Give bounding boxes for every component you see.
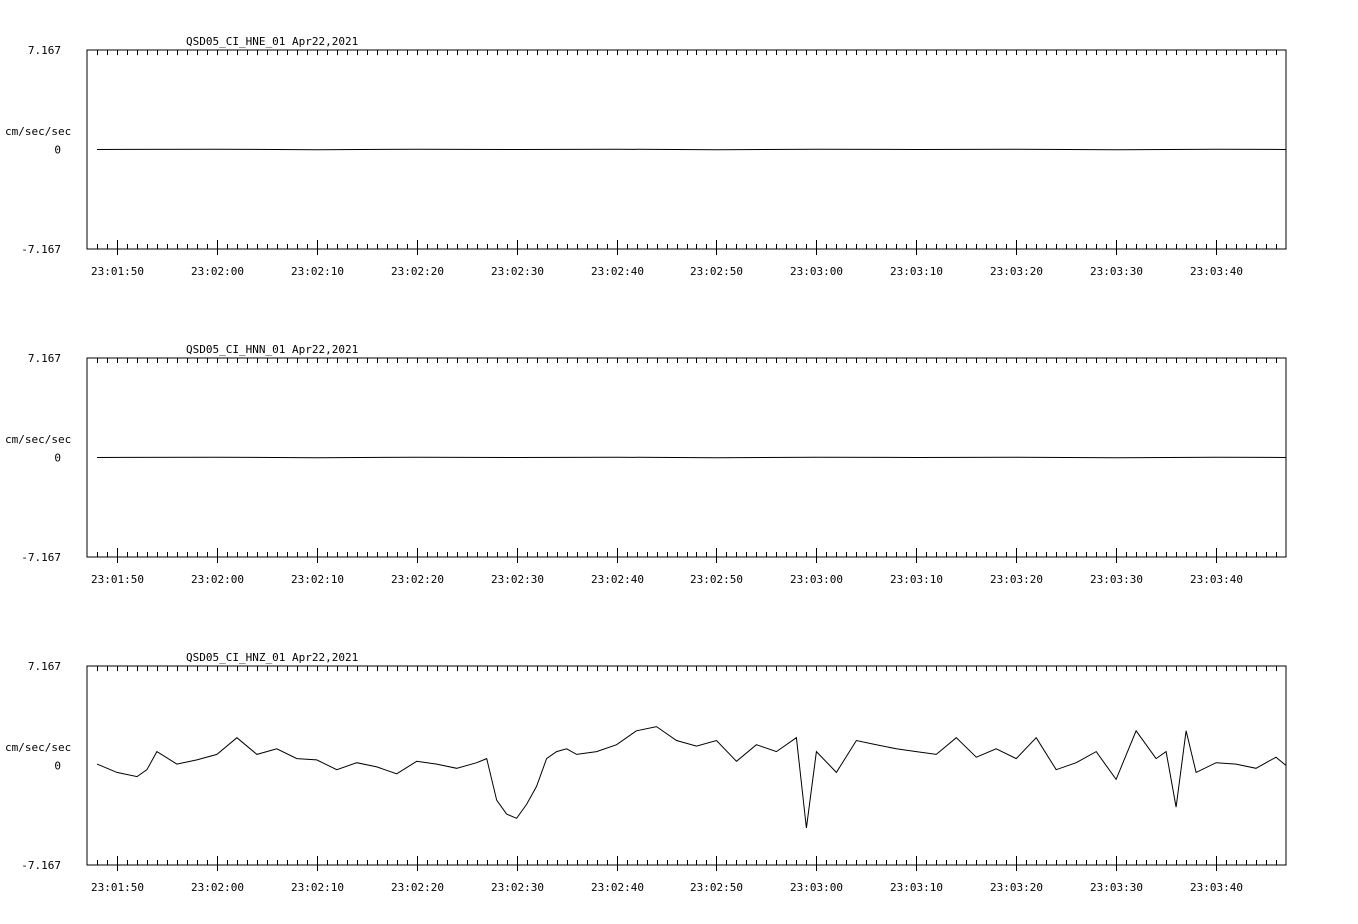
x-tick-label: 23:02:00 <box>191 573 244 586</box>
y-tick-label-min: -7.167 <box>21 243 61 256</box>
y-tick-label-zero: 0 <box>54 143 61 157</box>
y-tick-label-max: 7.167 <box>27 660 61 673</box>
chart-panel-1 <box>5 35 1286 278</box>
x-tick-label: 23:03:10 <box>890 265 943 278</box>
chart-panel-2 <box>5 343 1286 586</box>
chart-title: QSD05_CI_HNE_01 Apr22,2021 <box>186 35 359 48</box>
x-tick-label: 23:02:10 <box>291 881 344 894</box>
x-tick-label: 23:01:50 <box>91 265 144 278</box>
x-tick-label: 23:03:20 <box>990 881 1043 894</box>
waveform-trace <box>97 149 1286 150</box>
x-tick-label: 23:03:20 <box>990 573 1043 586</box>
y-tick-label-zero: 0 <box>54 759 61 773</box>
waveform-trace <box>97 727 1286 828</box>
x-tick-label: 23:02:00 <box>191 881 244 894</box>
x-tick-label: 23:03:10 <box>890 881 943 894</box>
x-tick-label: 23:02:20 <box>391 573 444 586</box>
x-tick-label: 23:03:40 <box>1190 265 1243 278</box>
y-axis-label: cm/sec/sec <box>5 433 72 446</box>
x-tick-label: 23:02:00 <box>191 265 244 278</box>
x-tick-label: 23:02:20 <box>391 265 444 278</box>
y-axis-label: cm/sec/sec <box>5 125 72 138</box>
chart-title: QSD05_CI_HNN_01 Apr22,2021 <box>186 343 359 356</box>
x-tick-label: 23:03:40 <box>1190 573 1243 586</box>
x-tick-label: 23:02:40 <box>591 881 644 894</box>
x-tick-label: 23:02:30 <box>491 881 544 894</box>
x-minor-ticks <box>98 666 1277 865</box>
y-tick-label-min: -7.167 <box>21 859 61 872</box>
x-tick-label: 23:01:50 <box>91 573 144 586</box>
x-tick-label: 23:02:30 <box>491 265 544 278</box>
x-tick-label: 23:03:40 <box>1190 881 1243 894</box>
x-tick-label: 23:03:00 <box>790 265 843 278</box>
x-tick-label: 23:02:50 <box>690 573 743 586</box>
y-tick-label-min: -7.167 <box>21 551 61 564</box>
chart-title: QSD05_CI_HNZ_01 Apr22,2021 <box>186 651 359 664</box>
x-tick-label: 23:02:40 <box>591 573 644 586</box>
x-tick-label: 23:02:20 <box>391 881 444 894</box>
chart-panel-3 <box>5 651 1286 894</box>
x-tick-label: 23:02:50 <box>690 881 743 894</box>
x-tick-label: 23:02:10 <box>291 265 344 278</box>
x-tick-label: 23:03:30 <box>1090 265 1143 278</box>
x-tick-label: 23:03:30 <box>1090 573 1143 586</box>
x-tick-label: 23:03:30 <box>1090 881 1143 894</box>
y-axis-label: cm/sec/sec <box>5 741 72 754</box>
waveform-trace <box>97 457 1286 458</box>
x-tick-label: 23:03:00 <box>790 881 843 894</box>
x-tick-label: 23:03:20 <box>990 265 1043 278</box>
x-tick-label: 23:02:40 <box>591 265 644 278</box>
x-tick-label: 23:02:50 <box>690 265 743 278</box>
y-tick-label-max: 7.167 <box>27 44 61 57</box>
x-tick-label: 23:03:10 <box>890 573 943 586</box>
x-tick-label: 23:03:00 <box>790 573 843 586</box>
x-tick-label: 23:02:30 <box>491 573 544 586</box>
y-tick-label-max: 7.167 <box>27 352 61 365</box>
x-tick-label: 23:01:50 <box>91 881 144 894</box>
y-tick-label-zero: 0 <box>54 451 61 465</box>
x-tick-label: 23:02:10 <box>291 573 344 586</box>
